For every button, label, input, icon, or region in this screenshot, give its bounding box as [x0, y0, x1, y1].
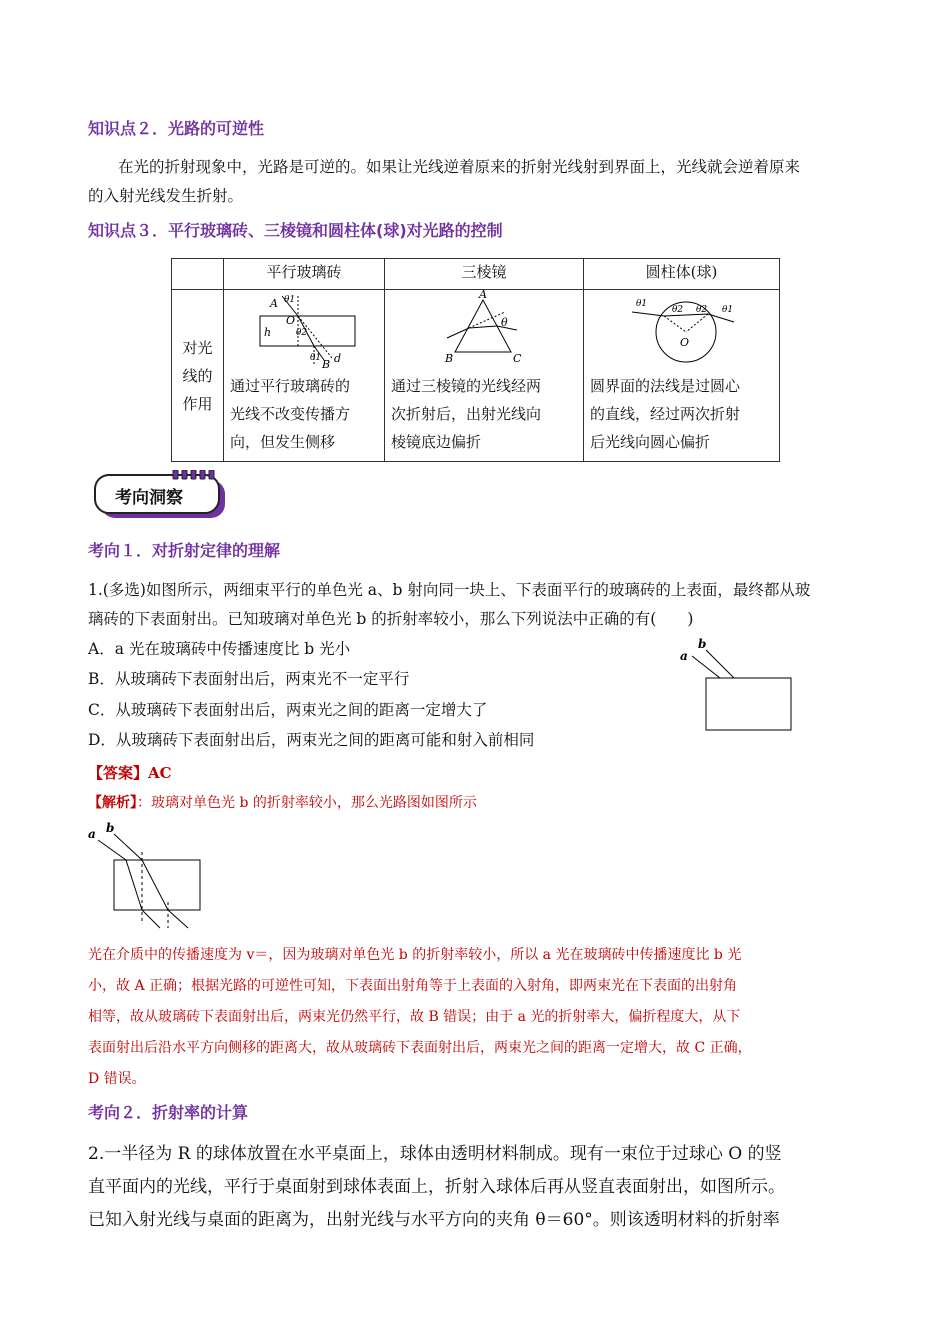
q1-stem-1: 1.(多选)如图所示，两细束平行的单色光 a、b 射向同一块上、下表面平行的玻璃砖的上表面，最终都从玻 [88, 581, 811, 599]
svg-text:θ1: θ1 [310, 353, 322, 363]
svg-text:θ: θ [501, 316, 508, 329]
q2-line-1: 2.一半径为 R 的球体放置在水平桌面上，球体由透明材料制成。现有一束位于过球心 O 的竖 [88, 1144, 782, 1164]
q1-solution-4: 表面射出后沿水平方向侧移的距离大，故从玻璃砖下表面射出后，两束光之间的距离一定增大，故 C 正确， [88, 1040, 752, 1056]
q1-diagram [670, 636, 800, 734]
d1-title: 考向１．对折射定律的理解 [88, 541, 281, 560]
q1-solution-diagram [86, 822, 206, 934]
q2-line-2: 直平面内的光线，平行于桌面射到球体表面上，折射入球体后再从竖直表面射出，如图所示。 [88, 1177, 785, 1197]
q1-solution-5: D 错误。 [88, 1071, 146, 1087]
prism-diagram [385, 290, 583, 368]
kp3-title: 知识点３．平行玻璃砖、三棱镜和圆柱体(球)对光路的控制 [88, 221, 503, 240]
svg-text:b: b [106, 822, 115, 835]
svg-text:θ1: θ1 [636, 299, 648, 309]
q1-solution-2: 小，故 A 正确；根据光路的可逆性可知，下表面出射角等于上表面的入射角，即两束光在下表面的出射角 [88, 978, 738, 994]
q1-option-c: C．从玻璃砖下表面射出后，两束光之间的距离一定增大了 [88, 701, 488, 719]
svg-text:θ1: θ1 [722, 305, 734, 315]
svg-text:a: a [680, 649, 688, 663]
svg-text:θ2: θ2 [672, 305, 684, 315]
svg-text:B: B [322, 358, 331, 368]
q1-analysis-head: 【解析】：玻璃对单色光 b 的折射率较小，那么光路图如图所示 [88, 795, 477, 811]
kp2-title: 知识点２．光路的可逆性 [88, 119, 265, 138]
optics-table [171, 258, 780, 462]
svg-text:O: O [286, 314, 296, 327]
table-cell-prism: A B C θ 通过三棱镜的光线经两 次折射后，出射光线向 棱镜底边偏折 [385, 290, 584, 462]
svg-text:d: d [334, 352, 342, 365]
table-cell-glass: A θ1 O h θ2 θ1 B d 通过平行玻璃砖的 光线不改变传播方 向，但发生侧移 [224, 290, 385, 462]
svg-text:C: C [513, 352, 522, 365]
kp2-line2: 的入射光线发生折射。 [88, 187, 244, 205]
svg-text:θ1: θ1 [284, 295, 296, 305]
q1-solution-3: 相等，故从玻璃砖下表面射出后，两束光仍然平行，故 B 错误；由于 a 光的折射率大，偏折程度大，从下 [88, 1009, 741, 1025]
table-row-label: 对光 线的 作用 [172, 290, 224, 462]
section-badge [93, 470, 227, 520]
svg-text:b: b [698, 637, 707, 651]
glass-slab-diagram [224, 290, 384, 368]
table-corner [172, 259, 224, 290]
badge-label: 考向洞察 [115, 488, 183, 508]
svg-text:O: O [680, 336, 690, 349]
svg-text:B: B [445, 352, 454, 365]
q1-solution-1: 光在介质中的传播速度为 v＝，因为玻璃对单色光 b 的折射率较小，所以 a 光在玻璃砖中传播速度比 b 光 [88, 947, 742, 963]
svg-text:θ2: θ2 [696, 305, 708, 315]
q1-option-a: A．a 光在玻璃砖中传播速度比 b 光小 [88, 640, 351, 658]
table-cell-sphere: θ1 θ2 θ2 θ1 O 圆界面的法线是过圆心 的直线，经过两次折射 后光线向圆心偏折 [584, 290, 780, 462]
q1-option-d: D．从玻璃砖下表面射出后，两束光之间的距离可能和射入前相同 [88, 731, 535, 749]
d2-title: 考向２．折射率的计算 [88, 1103, 249, 1122]
q1-option-b: B．从玻璃砖下表面射出后，两束光不一定平行 [88, 670, 410, 688]
q1-answer: 【答案】AC [88, 764, 172, 782]
table-header-prism: 三棱镜 [385, 259, 584, 290]
kp2-line1: 在光的折射现象中，光路是可逆的。如果让光线逆着原来的折射光线射到界面上，光线就会逆着原来 [118, 158, 801, 176]
svg-text:A: A [270, 297, 278, 310]
sphere-diagram [584, 290, 779, 368]
svg-text:h: h [264, 326, 272, 339]
svg-text:A: A [479, 290, 487, 301]
table-header-sphere: 圆柱体(球) [584, 259, 780, 290]
table-header-glass: 平行玻璃砖 [224, 259, 385, 290]
svg-text:θ2: θ2 [296, 328, 308, 338]
svg-text:a: a [88, 827, 96, 841]
q1-stem-2: 璃砖的下表面射出。已知玻璃对单色光 b 的折射率较小，那么下列说法中正确的有( ) [88, 610, 694, 628]
q2-line-3: 已知入射光线与桌面的距离为，出射光线与水平方向的夹角 θ＝60°。则该透明材料的折射率 [88, 1210, 780, 1230]
